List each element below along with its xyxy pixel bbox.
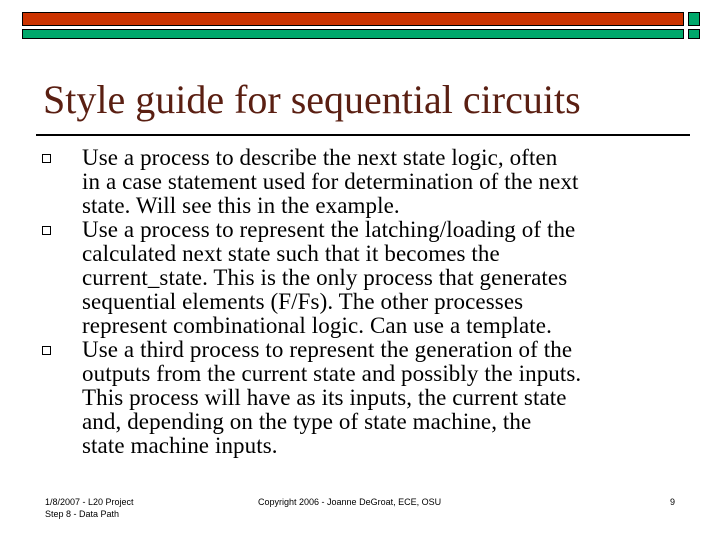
bullet-list xyxy=(40,146,700,458)
bullet-text: Use a process to represent the latching/loading of the calculated next state such that it becomes the current_state. This is the only process that generates sequential elements (F/Fs). The other processes represent combinational logic. Can use a template. xyxy=(82,217,576,338)
square-bullet-icon xyxy=(42,154,51,163)
square-bullet-icon xyxy=(42,226,51,235)
bullet-text: Use a process to describe the next state logic, often in a case statement used for determination of the next state. Will see this in the example. xyxy=(82,145,579,218)
slide-title: Style guide for sequential circuits xyxy=(43,77,581,122)
bullet-item xyxy=(40,338,700,458)
header-red-bar xyxy=(22,12,684,26)
header-green-bar xyxy=(22,29,684,39)
header-square-bottom xyxy=(688,29,700,39)
header-square-top xyxy=(688,12,700,26)
footer-page-number: 9 xyxy=(670,497,676,507)
bullet-item xyxy=(40,146,700,218)
footer-copyright: Copyright 2006 - Joanne DeGroat, ECE, OSU xyxy=(258,497,442,507)
title-divider xyxy=(36,134,690,136)
footer-date-course: 1/8/2007 - L20 Project Step 8 - Data Path xyxy=(45,497,134,519)
bullet-item xyxy=(40,218,700,338)
bullet-text: Use a third process to represent the generation of the outputs from the current state and possibly the inputs. This process will have as its inputs, the current state and, depending on the type of state machine, the state machine inputs. xyxy=(82,337,582,458)
square-bullet-icon xyxy=(42,346,51,355)
